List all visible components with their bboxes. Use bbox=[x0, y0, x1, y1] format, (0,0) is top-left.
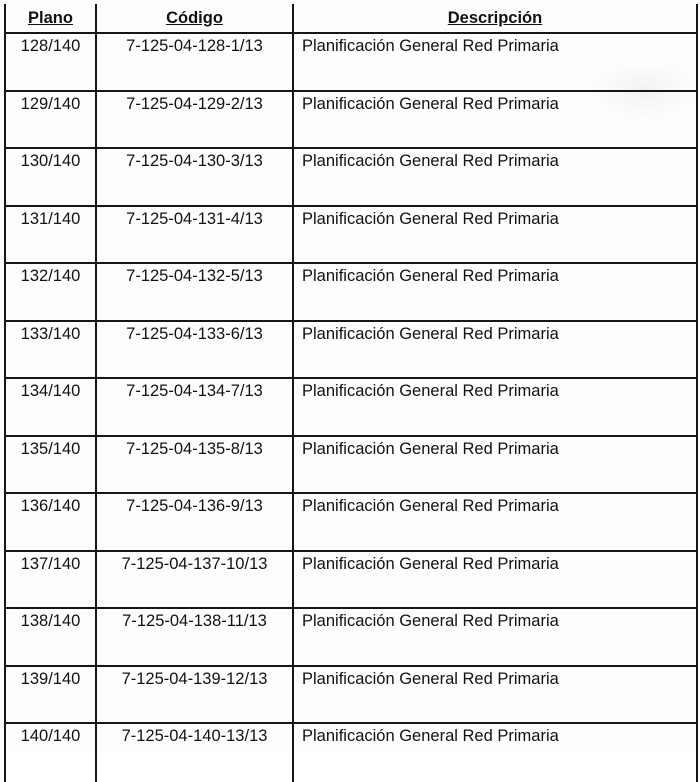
plano-cell: 129/140 bbox=[5, 91, 96, 149]
table-row bbox=[5, 493, 697, 551]
table-row bbox=[5, 33, 697, 91]
plano-cell: 140/140 bbox=[5, 723, 96, 782]
codigo-cell: 7-125-04-128-1/13 bbox=[96, 33, 293, 91]
descripcion-cell: Planificación General Red Primaria bbox=[293, 493, 697, 551]
table-header-row bbox=[5, 4, 697, 33]
plano-cell: 135/140 bbox=[5, 436, 96, 494]
codigo-cell: 7-125-04-131-4/13 bbox=[96, 206, 293, 264]
descripcion-cell: Planificación General Red Primaria bbox=[293, 91, 697, 149]
codigo-cell: 7-125-04-133-6/13 bbox=[96, 321, 293, 379]
table-row bbox=[5, 723, 697, 782]
table-row bbox=[5, 321, 697, 379]
descripcion-cell: Planificación General Red Primaria bbox=[293, 666, 697, 724]
header-codigo: Código bbox=[96, 4, 293, 33]
plano-cell: 133/140 bbox=[5, 321, 96, 379]
codigo-cell: 7-125-04-132-5/13 bbox=[96, 263, 293, 321]
plans-table bbox=[4, 4, 698, 782]
plano-cell: 134/140 bbox=[5, 378, 96, 436]
codigo-cell: 7-125-04-130-3/13 bbox=[96, 148, 293, 206]
descripcion-cell: Planificación General Red Primaria bbox=[293, 263, 697, 321]
table-row bbox=[5, 263, 697, 321]
descripcion-cell: Planificación General Red Primaria bbox=[293, 206, 697, 264]
descripcion-cell: Planificación General Red Primaria bbox=[293, 723, 697, 782]
plano-cell: 128/140 bbox=[5, 33, 96, 91]
descripcion-cell: Planificación General Red Primaria bbox=[293, 436, 697, 494]
plano-cell: 137/140 bbox=[5, 551, 96, 609]
plano-cell: 132/140 bbox=[5, 263, 96, 321]
plano-cell: 139/140 bbox=[5, 666, 96, 724]
codigo-cell: 7-125-04-134-7/13 bbox=[96, 378, 293, 436]
codigo-cell: 7-125-04-138-11/13 bbox=[96, 608, 293, 666]
header-plano: Plano bbox=[5, 4, 96, 33]
table-row bbox=[5, 148, 697, 206]
table-row bbox=[5, 608, 697, 666]
descripcion-cell: Planificación General Red Primaria bbox=[293, 608, 697, 666]
table-row bbox=[5, 551, 697, 609]
table-row bbox=[5, 91, 697, 149]
codigo-cell: 7-125-04-129-2/13 bbox=[96, 91, 293, 149]
codigo-cell: 7-125-04-137-10/13 bbox=[96, 551, 293, 609]
descripcion-cell: Planificación General Red Primaria bbox=[293, 33, 697, 91]
table-row bbox=[5, 206, 697, 264]
codigo-cell: 7-125-04-140-13/13 bbox=[96, 723, 293, 782]
plano-cell: 131/140 bbox=[5, 206, 96, 264]
table-body bbox=[5, 33, 697, 782]
descripcion-cell: Planificación General Red Primaria bbox=[293, 148, 697, 206]
plano-cell: 136/140 bbox=[5, 493, 96, 551]
descripcion-cell: Planificación General Red Primaria bbox=[293, 378, 697, 436]
codigo-cell: 7-125-04-139-12/13 bbox=[96, 666, 293, 724]
table-row bbox=[5, 378, 697, 436]
descripcion-cell: Planificación General Red Primaria bbox=[293, 321, 697, 379]
header-descripcion: Descripción bbox=[293, 4, 697, 33]
plano-cell: 130/140 bbox=[5, 148, 96, 206]
codigo-cell: 7-125-04-136-9/13 bbox=[96, 493, 293, 551]
plano-cell: 138/140 bbox=[5, 608, 96, 666]
codigo-cell: 7-125-04-135-8/13 bbox=[96, 436, 293, 494]
table-row bbox=[5, 436, 697, 494]
table-row bbox=[5, 666, 697, 724]
descripcion-cell: Planificación General Red Primaria bbox=[293, 551, 697, 609]
